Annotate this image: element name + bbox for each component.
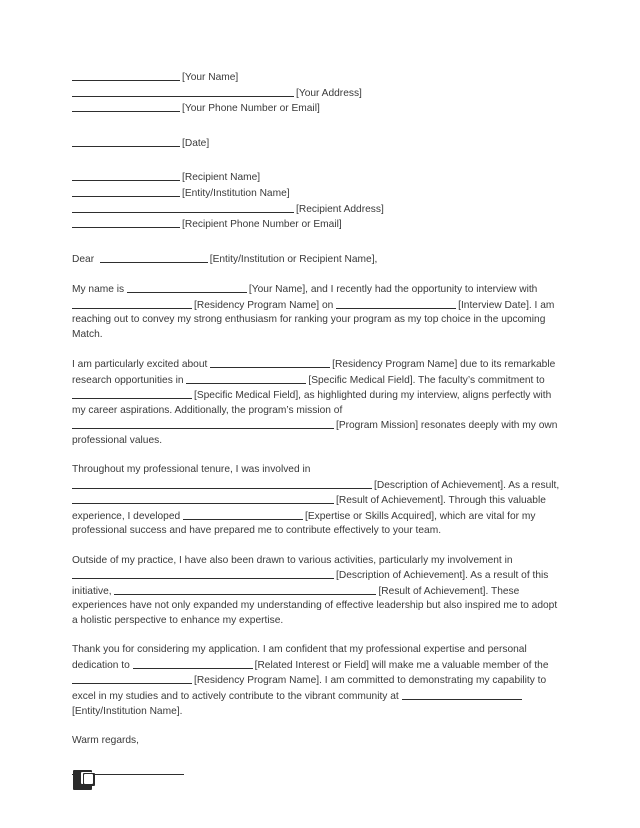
letter-body: [72, 70, 564, 775]
p4-blank-2[interactable]: [114, 584, 376, 595]
p1-blank-1[interactable]: [127, 282, 247, 293]
sender-address-blank[interactable]: [72, 86, 294, 97]
spacer: [72, 267, 564, 282]
recipient-contact-line: [72, 217, 564, 233]
p2-blank-2[interactable]: [186, 373, 306, 384]
p5-blank-1[interactable]: [133, 658, 253, 669]
recipient-name-line: [72, 170, 564, 186]
sender-address-label: [Your Address]: [296, 87, 362, 99]
sender-address-line: [72, 86, 564, 102]
spacer: [72, 233, 564, 252]
salutation-greeting: Dear: [72, 253, 95, 265]
recipient-name-blank[interactable]: [72, 170, 180, 181]
p2-blank-4[interactable]: [72, 418, 334, 429]
p3-blank-1[interactable]: [72, 478, 372, 489]
p5-text-4: [Entity/Institution Name].: [72, 705, 183, 717]
p1-text-2: [Your Name], and I recently had the opportunity to interview with: [248, 283, 538, 295]
p3-text-3: [Result of Achievement]. Through this valuable experience, I developed: [72, 495, 546, 522]
spacer: [72, 748, 564, 774]
p1-text-4: [Interview Date]. I am reaching out to convey my strong enthusiasm for ranking your program as my top choice in the upcoming Match.: [72, 299, 555, 340]
sender-contact-blank[interactable]: [72, 101, 180, 112]
recipient-block: [72, 170, 564, 232]
recipient-entity-label: [Entity/Institution Name]: [182, 187, 290, 199]
p1-blank-3[interactable]: [336, 298, 456, 309]
salutation-placeholder: [Entity/Institution or Recipient Name],: [209, 253, 378, 265]
p4-text-2: [Description of Achievement]. As a result of this initiative,: [72, 570, 549, 597]
p3-blank-3[interactable]: [183, 509, 303, 520]
recipient-address-blank[interactable]: [72, 202, 294, 213]
p2-blank-3[interactable]: [72, 388, 192, 399]
p5-blank-2[interactable]: [72, 673, 192, 684]
p2-text-2: [Residency Program Name] due to its remarkable research opportunities in: [72, 358, 556, 386]
p2-text-4: [Specific Medical Field], as highlighted during my interview, aligns perfectly with my career aspirations. Additionally, the program’s mission of: [72, 390, 552, 416]
paragraph-3: [72, 463, 564, 539]
salutation: [72, 252, 564, 268]
paragraph-1: [72, 282, 564, 342]
sender-contact-line: [72, 101, 564, 117]
spacer: [72, 151, 564, 170]
p5-text-3: [Residency Program Name]. I am committed to demonstrating my capability to excel in my studies and to actively contribute to the vibrant community at: [72, 675, 547, 702]
p4-text-1: Outside of my practice, I have also been drawn to various activities, particularly my involvement in: [72, 554, 513, 566]
salutation-blank[interactable]: [100, 252, 208, 263]
p2-text-3: [Specific Medical Field]. The faculty’s commitment to: [308, 374, 545, 386]
date-line: [72, 136, 564, 152]
p1-blank-2[interactable]: [72, 298, 192, 309]
p3-text-1: Throughout my professional tenure, I was involved in: [72, 464, 311, 476]
date-label: [Date]: [182, 137, 210, 149]
p4-text-3: [Result of Achievement]. These experiences have not only expanded my understanding of effective leadership but also inspired me to adopt a holistic perspective to enhance my expertise.: [72, 585, 558, 626]
spacer: [72, 719, 564, 734]
spacer: [72, 117, 564, 136]
paragraph-2: [72, 357, 564, 449]
logo-inner-cutout-shape: [84, 774, 93, 784]
closing-signoff: Warm regards,: [72, 734, 139, 746]
p2-blank-1[interactable]: [210, 357, 330, 368]
p2-text-1: I am particularly excited about: [72, 358, 211, 370]
date-block: [72, 136, 564, 152]
p3-text-2: [Description of Achievement]. As a result,: [374, 479, 560, 491]
sender-contact-label: [Your Phone Number or Email]: [182, 103, 320, 115]
p2-text-5: [Program Mission] resonates deeply with my own professional values.: [72, 420, 558, 446]
sender-name-label: [Your Name]: [182, 72, 239, 83]
footer-logo: [73, 770, 95, 793]
p5-text-2: [Related Interest or Field] will make me a valuable member of the: [254, 659, 549, 671]
recipient-address-label: [Recipient Address]: [296, 203, 384, 215]
recipient-contact-blank[interactable]: [72, 217, 180, 228]
recipient-name-label: [Recipient Name]: [182, 172, 261, 184]
p5-blank-3[interactable]: [402, 689, 522, 700]
sender-name-line: [72, 70, 564, 86]
p4-blank-1[interactable]: [72, 568, 334, 579]
recipient-entity-line: [72, 186, 564, 202]
p3-text-4: [Expertise or Skills Acquired], which are vital for my professional success and have prepared me to contribute effectively to your team.: [72, 510, 536, 537]
paragraph-4: [72, 554, 564, 629]
p1-text-3: [Residency Program Name] on: [194, 299, 337, 311]
signature-line-wrap: [72, 774, 564, 775]
p1-text-1: My name is: [72, 283, 127, 295]
recipient-entity-blank[interactable]: [72, 186, 180, 197]
recipient-contact-label: [Recipient Phone Number or Email]: [182, 219, 342, 231]
recipient-address-line: [72, 202, 564, 218]
p3-blank-2[interactable]: [72, 493, 334, 504]
p5-text-1: Thank you for considering my application. I am confident that my professional expertise and personal dedication to: [72, 644, 527, 671]
sender-name-blank[interactable]: [72, 70, 180, 81]
sender-block: [72, 70, 564, 117]
date-blank[interactable]: [72, 136, 180, 147]
paragraph-5: [72, 643, 564, 719]
legal-templates-logo-icon: [73, 770, 95, 793]
